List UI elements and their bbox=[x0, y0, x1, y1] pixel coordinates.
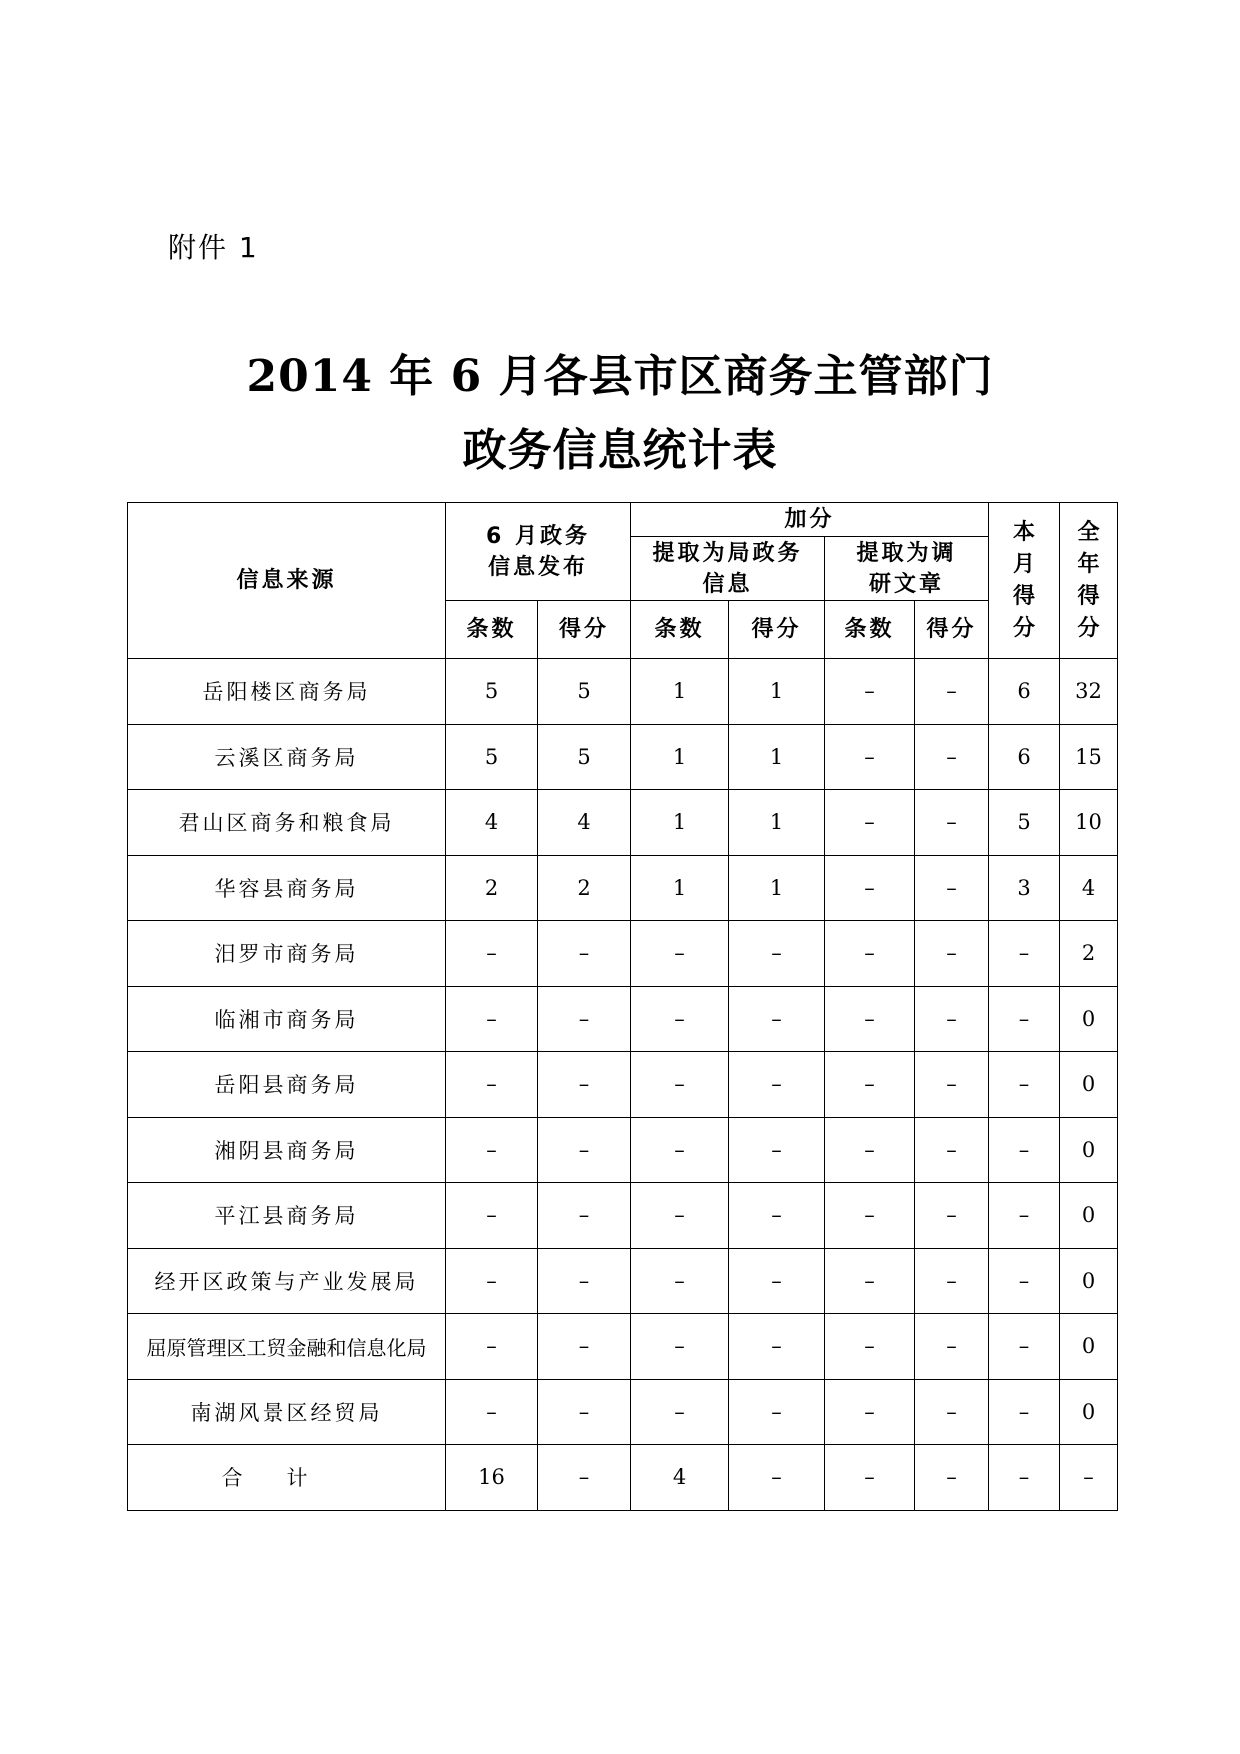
june-score-cell: – bbox=[538, 1445, 631, 1511]
bureau-score-cell: – bbox=[729, 1183, 825, 1249]
bureau-count-cell: – bbox=[631, 1052, 729, 1118]
year-score-cell: 0 bbox=[1060, 1183, 1118, 1249]
june-score-cell: – bbox=[538, 921, 631, 987]
year-score-cell: 0 bbox=[1060, 986, 1118, 1052]
june-count-cell: 4 bbox=[446, 790, 538, 856]
bureau-score-cell: – bbox=[729, 1379, 825, 1445]
month-score-cell: 3 bbox=[989, 855, 1060, 921]
header-count: 条数 bbox=[631, 601, 729, 659]
header-bonus: 加分 bbox=[631, 503, 989, 537]
month-score-cell: – bbox=[989, 1052, 1060, 1118]
header-year-score: 全年得分 bbox=[1060, 503, 1118, 659]
source-cell: 屈原管理区工贸金融和信息化局 bbox=[128, 1314, 446, 1380]
header-research: 提取为调研文章 bbox=[825, 537, 989, 601]
june-count-cell: – bbox=[446, 1117, 538, 1183]
june-score-cell: – bbox=[538, 1379, 631, 1445]
research-score-cell: – bbox=[915, 1445, 989, 1511]
bureau-count-cell: – bbox=[631, 1117, 729, 1183]
year-score-cell: 2 bbox=[1060, 921, 1118, 987]
bureau-count-cell: – bbox=[631, 1248, 729, 1314]
june-score-cell: 5 bbox=[538, 724, 631, 790]
research-score-cell: – bbox=[915, 855, 989, 921]
research-score-cell: – bbox=[915, 986, 989, 1052]
table-row bbox=[128, 1183, 1118, 1249]
research-count-cell: – bbox=[825, 1117, 915, 1183]
bureau-score-cell: 1 bbox=[729, 659, 825, 725]
research-count-cell: – bbox=[825, 1183, 915, 1249]
table-row bbox=[128, 1248, 1118, 1314]
year-score-cell: 32 bbox=[1060, 659, 1118, 725]
june-count-cell: – bbox=[446, 1052, 538, 1118]
year-score-cell: 0 bbox=[1060, 1117, 1118, 1183]
research-count-cell: – bbox=[825, 1445, 915, 1511]
research-count-cell: – bbox=[825, 659, 915, 725]
table-row bbox=[128, 986, 1118, 1052]
stats-table bbox=[127, 502, 1118, 1511]
month-score-cell: – bbox=[989, 1183, 1060, 1249]
month-score-cell: – bbox=[989, 986, 1060, 1052]
bureau-score-cell: – bbox=[729, 1052, 825, 1118]
source-cell: 华容县商务局 bbox=[128, 855, 446, 921]
june-count-cell: 5 bbox=[446, 724, 538, 790]
june-score-cell: 2 bbox=[538, 855, 631, 921]
header-count: 条数 bbox=[446, 601, 538, 659]
table-row bbox=[128, 1379, 1118, 1445]
month-score-cell: – bbox=[989, 1379, 1060, 1445]
research-score-cell: – bbox=[915, 724, 989, 790]
table-row bbox=[128, 724, 1118, 790]
bureau-count-cell: – bbox=[631, 1379, 729, 1445]
table-row bbox=[128, 1117, 1118, 1183]
research-score-cell: – bbox=[915, 1248, 989, 1314]
source-cell: 湘阴县商务局 bbox=[128, 1117, 446, 1183]
source-cell: 经开区政策与产业发展局 bbox=[128, 1248, 446, 1314]
june-count-cell: – bbox=[446, 1183, 538, 1249]
source-cell: 岳阳楼区商务局 bbox=[128, 659, 446, 725]
bureau-score-cell: 1 bbox=[729, 724, 825, 790]
table-row bbox=[128, 855, 1118, 921]
bureau-score-cell: – bbox=[729, 921, 825, 987]
research-count-cell: – bbox=[825, 1379, 915, 1445]
total-row bbox=[128, 1445, 1118, 1511]
june-score-cell: – bbox=[538, 1117, 631, 1183]
source-cell: 君山区商务和粮食局 bbox=[128, 790, 446, 856]
year-score-cell: 0 bbox=[1060, 1314, 1118, 1380]
research-score-cell: – bbox=[915, 790, 989, 856]
header-score: 得分 bbox=[538, 601, 631, 659]
june-count-cell: 2 bbox=[446, 855, 538, 921]
june-score-cell: 4 bbox=[538, 790, 631, 856]
source-cell: 南湖风景区经贸局 bbox=[128, 1379, 446, 1445]
bureau-count-cell: 1 bbox=[631, 659, 729, 725]
table-row bbox=[128, 1052, 1118, 1118]
header-count: 条数 bbox=[825, 601, 915, 659]
june-score-cell: – bbox=[538, 1314, 631, 1380]
june-count-cell: – bbox=[446, 921, 538, 987]
research-count-cell: – bbox=[825, 986, 915, 1052]
june-count-cell: – bbox=[446, 986, 538, 1052]
header-score: 得分 bbox=[915, 601, 989, 659]
month-score-cell: – bbox=[989, 1248, 1060, 1314]
june-count-cell: – bbox=[446, 1379, 538, 1445]
header-bureau-info: 提取为局政务信息 bbox=[631, 537, 825, 601]
bureau-score-cell: 1 bbox=[729, 855, 825, 921]
research-count-cell: – bbox=[825, 1248, 915, 1314]
bureau-score-cell: 1 bbox=[729, 790, 825, 856]
bureau-count-cell: – bbox=[631, 1183, 729, 1249]
year-score-cell: 10 bbox=[1060, 790, 1118, 856]
june-count-cell: – bbox=[446, 1248, 538, 1314]
bureau-count-cell: 1 bbox=[631, 724, 729, 790]
table-row bbox=[128, 790, 1118, 856]
bureau-score-cell: – bbox=[729, 1445, 825, 1511]
total-label: 合计 bbox=[128, 1445, 446, 1511]
source-cell: 临湘市商务局 bbox=[128, 986, 446, 1052]
month-score-cell: – bbox=[989, 921, 1060, 987]
june-count-cell: 16 bbox=[446, 1445, 538, 1511]
header-june-publish: 6 月政务信息发布 bbox=[446, 503, 631, 601]
research-score-cell: – bbox=[915, 921, 989, 987]
year-score-cell: 15 bbox=[1060, 724, 1118, 790]
bureau-count-cell: 1 bbox=[631, 855, 729, 921]
june-score-cell: – bbox=[538, 1248, 631, 1314]
month-score-cell: – bbox=[989, 1445, 1060, 1511]
table-row bbox=[128, 921, 1118, 987]
bureau-count-cell: – bbox=[631, 921, 729, 987]
research-score-cell: – bbox=[915, 1379, 989, 1445]
research-count-cell: – bbox=[825, 724, 915, 790]
source-cell: 平江县商务局 bbox=[128, 1183, 446, 1249]
bureau-count-cell: 4 bbox=[631, 1445, 729, 1511]
bureau-score-cell: – bbox=[729, 1248, 825, 1314]
table-row bbox=[128, 1314, 1118, 1380]
june-score-cell: – bbox=[538, 1183, 631, 1249]
research-count-cell: – bbox=[825, 1052, 915, 1118]
june-count-cell: 5 bbox=[446, 659, 538, 725]
research-score-cell: – bbox=[915, 1117, 989, 1183]
header-source: 信息来源 bbox=[128, 503, 446, 659]
bureau-score-cell: – bbox=[729, 1117, 825, 1183]
research-score-cell: – bbox=[915, 659, 989, 725]
research-score-cell: – bbox=[915, 1052, 989, 1118]
month-score-cell: 6 bbox=[989, 724, 1060, 790]
source-cell: 云溪区商务局 bbox=[128, 724, 446, 790]
research-count-cell: – bbox=[825, 790, 915, 856]
june-score-cell: 5 bbox=[538, 659, 631, 725]
month-score-cell: – bbox=[989, 1314, 1060, 1380]
year-score-cell: – bbox=[1060, 1445, 1118, 1511]
june-score-cell: – bbox=[538, 1052, 631, 1118]
year-score-cell: 0 bbox=[1060, 1379, 1118, 1445]
month-score-cell: – bbox=[989, 1117, 1060, 1183]
year-score-cell: 0 bbox=[1060, 1248, 1118, 1314]
month-score-cell: 6 bbox=[989, 659, 1060, 725]
source-cell: 汨罗市商务局 bbox=[128, 921, 446, 987]
research-count-cell: – bbox=[825, 1314, 915, 1380]
header-score: 得分 bbox=[729, 601, 825, 659]
june-count-cell: – bbox=[446, 1314, 538, 1380]
june-score-cell: – bbox=[538, 986, 631, 1052]
document-subtitle: 政务信息统计表 bbox=[462, 425, 778, 476]
bureau-score-cell: – bbox=[729, 1314, 825, 1380]
bureau-score-cell: – bbox=[729, 986, 825, 1052]
header-month-score: 本月得分 bbox=[989, 503, 1060, 659]
attachment-label: 附件 1 bbox=[168, 231, 259, 264]
table-row bbox=[128, 659, 1118, 725]
research-score-cell: – bbox=[915, 1183, 989, 1249]
month-score-cell: 5 bbox=[989, 790, 1060, 856]
source-cell: 岳阳县商务局 bbox=[128, 1052, 446, 1118]
research-count-cell: – bbox=[825, 855, 915, 921]
research-score-cell: – bbox=[915, 1314, 989, 1380]
bureau-count-cell: 1 bbox=[631, 790, 729, 856]
bureau-count-cell: – bbox=[631, 986, 729, 1052]
bureau-count-cell: – bbox=[631, 1314, 729, 1380]
research-count-cell: – bbox=[825, 921, 915, 987]
year-score-cell: 4 bbox=[1060, 855, 1118, 921]
document-title: 2014 年 6 月各县市区商务主管部门 bbox=[246, 351, 994, 402]
year-score-cell: 0 bbox=[1060, 1052, 1118, 1118]
